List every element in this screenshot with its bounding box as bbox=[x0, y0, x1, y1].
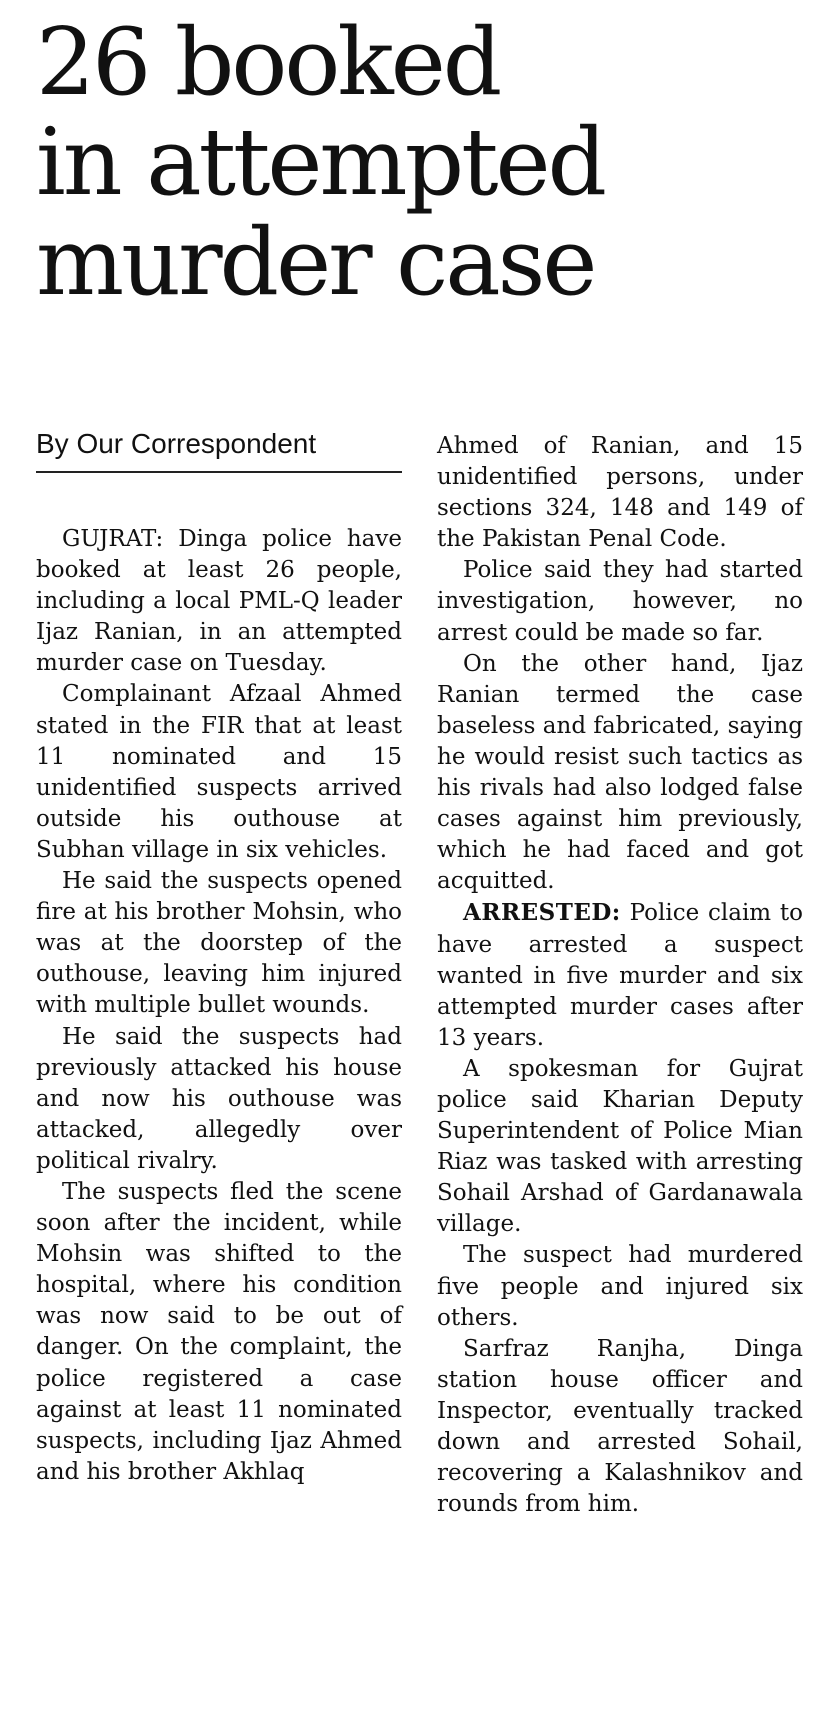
paragraph: GUJRAT: Dinga police have booked at least 26 people, including a local PML-Q leader Ijaz Ranian, in an attempted murder case on Tuesday. bbox=[36, 526, 402, 677]
paragraph: The suspects fled the scene soon after the incident, while Mohsin was shifted to the hospital, where his condition was now said to be out of danger. On the complaint, the police registered a case against at least 11 nominated suspects, including Ijaz Ahmed and his brother Akhlaq bbox=[36, 1178, 402, 1485]
paragraph: He said the suspects had previously attacked his house and now his outhouse was attacked, allegedly over political rivalry. bbox=[36, 1023, 402, 1174]
paragraph: On the other hand, Ijaz Ranian termed the case baseless and fabricated, saying he would resist such tactics as his rivals had also lodged false cases against him previously, which he had faced and got acquitted. bbox=[437, 650, 803, 895]
headline-line-2: in attempted bbox=[36, 108, 605, 216]
paragraph: Sarfraz Ranjha, Dinga station house officer and Inspector, eventually tracked down and arrested Sohail, recovering a Kalashnikov and rounds from him. bbox=[437, 1335, 803, 1518]
headline-line-1: 26 booked bbox=[36, 8, 500, 116]
paragraph-arrested bbox=[437, 897, 803, 1053]
byline-rule bbox=[36, 471, 402, 473]
paragraph: The suspect had murdered five people and injured six others. bbox=[437, 1242, 803, 1331]
paragraph: A spokesman for Gujrat police said Kharian Deputy Superintendent of Police Mian Riaz was tasked with arresting Sohail Arshad of Gardanawala village. bbox=[437, 1055, 803, 1238]
paragraph: He said the suspects opened fire at his brother Mohsin, who was at the doorstep of the outhouse, leaving him injured with multiple bullet wounds. bbox=[36, 868, 402, 1019]
paragraph: Police said they had started investigation, however, no arrest could be made so far. bbox=[437, 557, 803, 646]
subhead-arrested: ARRESTED: bbox=[463, 899, 621, 927]
article-column-2 bbox=[437, 431, 803, 1520]
headline bbox=[36, 8, 816, 316]
paragraph-continuation: Ahmed of Ranian, and 15 unidentified persons, under sections 324, 148 and 149 of the Pakistan Penal Code. bbox=[437, 433, 803, 553]
article-column-1 bbox=[36, 524, 402, 1488]
headline-line-3: murder case bbox=[36, 208, 595, 316]
paragraph: Complainant Afzaal Ahmed stated in the FIR that at least 11 nominated and 15 unidentified suspects arrived outside his outhouse at Subhan village in six vehicles. bbox=[36, 681, 402, 863]
paragraph-text: Police claim to have arrested a suspect wanted in five murder and six attempted murder cases after 13 years. bbox=[437, 900, 803, 1051]
byline: By Our Correspondent bbox=[36, 428, 317, 459]
